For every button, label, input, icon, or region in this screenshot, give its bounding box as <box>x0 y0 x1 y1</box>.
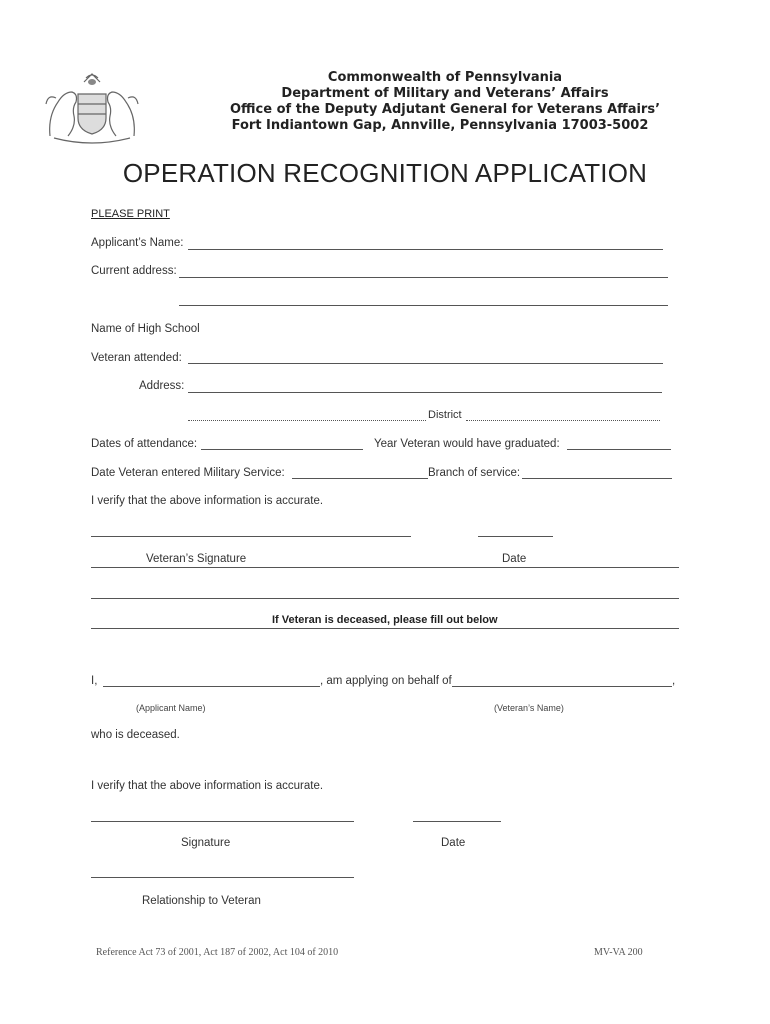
current-address-field[interactable] <box>179 277 668 278</box>
applicant-name-field[interactable] <box>188 249 663 250</box>
pennsylvania-seal <box>40 68 144 146</box>
header-line-1: Commonwealth of Pennsylvania <box>327 70 563 85</box>
header-line-4: Fort Indiantown Gap, Annville, Pennsylvania 17003-5002 <box>231 118 649 133</box>
signature-field[interactable] <box>91 821 354 822</box>
applicant-name-deceased-field[interactable] <box>103 686 320 687</box>
year-graduated-label: Year Veteran would have graduated: <box>374 438 560 450</box>
veteran-date-label: Date <box>502 553 527 565</box>
branch-of-service-label: Branch of service: <box>428 467 521 479</box>
divider <box>91 598 679 599</box>
district-label: District <box>428 409 462 421</box>
please-print-label: PLEASE PRINT <box>91 208 170 220</box>
verify-statement: I verify that the above information is accurate. <box>91 495 324 507</box>
signature-label: Signature <box>181 837 231 849</box>
relationship-field[interactable] <box>91 877 354 878</box>
school-address-label: Address: <box>139 380 185 392</box>
veteran-signature-field[interactable] <box>91 536 411 537</box>
page-title: OPERATION RECOGNITION APPLICATION <box>122 158 648 188</box>
divider <box>91 628 679 629</box>
comma-label: , <box>672 675 676 687</box>
date-entered-service-label: Date Veteran entered Military Service: <box>91 467 285 479</box>
veteran-signature-label: Veteran’s Signature <box>146 553 247 565</box>
date-field[interactable] <box>413 821 501 822</box>
school-city-field[interactable] <box>188 420 426 421</box>
district-field[interactable] <box>466 420 660 421</box>
divider <box>91 567 679 568</box>
deceased-heading: If Veteran is deceased, please fill out below <box>272 614 498 626</box>
applicant-name-caption: (Applicant Name) <box>136 703 206 713</box>
school-address-field[interactable] <box>188 392 662 393</box>
veteran-name-deceased-field[interactable] <box>452 686 672 687</box>
who-is-deceased-label: who is deceased. <box>91 729 180 741</box>
date-entered-service-field[interactable] <box>292 478 428 479</box>
veteran-name-caption: (Veteran’s Name) <box>494 703 564 713</box>
date-label: Date <box>441 837 466 849</box>
form-number: MV-VA 200 <box>594 947 643 958</box>
applicant-name-label: Applicant’s Name: <box>91 237 184 249</box>
veteran-attended-label: Veteran attended: <box>91 352 182 364</box>
dates-attendance-field[interactable] <box>201 449 363 450</box>
applying-on-behalf-label: , am applying on behalf of <box>320 675 452 687</box>
current-address-field-2[interactable] <box>179 305 668 306</box>
reference-footer: Reference Act 73 of 2001, Act 187 of 2002, Act 104 of 2010 <box>96 947 339 958</box>
header-line-3: Office of the Deputy Adjutant General for Veterans Affairs’ <box>229 102 661 117</box>
header-line-2: Department of Military and Veterans’ Affairs <box>281 86 609 101</box>
branch-of-service-field[interactable] <box>522 478 672 479</box>
high-school-field[interactable] <box>188 363 663 364</box>
dates-attendance-label: Dates of attendance: <box>91 438 198 450</box>
year-graduated-field[interactable] <box>567 449 671 450</box>
veteran-date-field[interactable] <box>478 536 553 537</box>
relationship-label: Relationship to Veteran <box>142 895 261 907</box>
verify-statement-2: I verify that the above information is accurate. <box>91 780 324 792</box>
current-address-label: Current address: <box>91 265 177 277</box>
i-label: I, <box>91 675 98 687</box>
high-school-label: Name of High School <box>91 323 200 335</box>
